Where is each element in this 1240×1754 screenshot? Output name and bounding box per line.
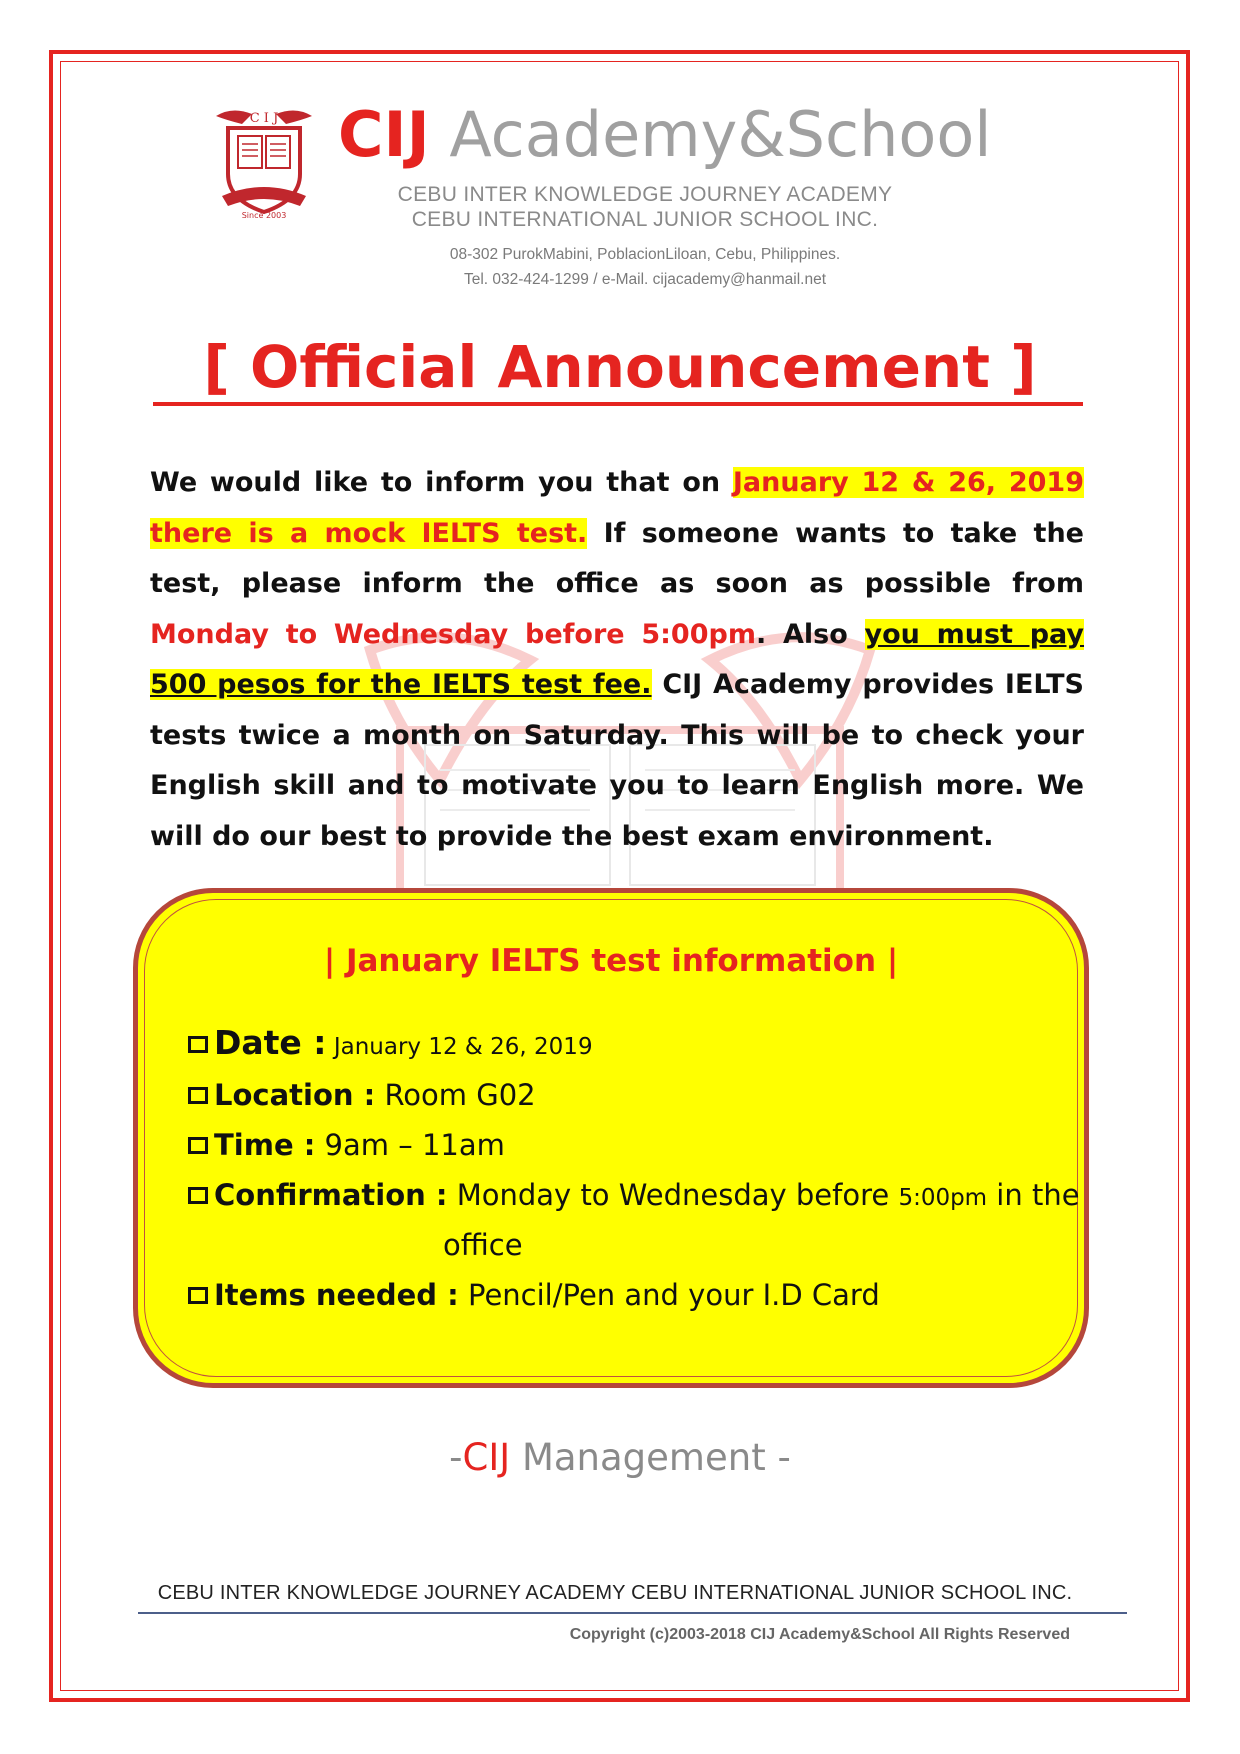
date-value: January 12 & 26, 2019 bbox=[326, 1034, 593, 1060]
date-label: Date : bbox=[214, 1023, 327, 1062]
signature-rest: Management - bbox=[510, 1436, 791, 1479]
confirmation-label: Confirmation : bbox=[214, 1178, 448, 1212]
confirmation-time: 5:00pm bbox=[898, 1185, 988, 1211]
fee-highlight: you must pay 500 pesos for the IELTS test fee. bbox=[150, 618, 1085, 700]
para-text-1: We would like to inform you that on bbox=[150, 467, 733, 498]
signature bbox=[0, 1436, 1240, 1479]
location-label: Location : bbox=[214, 1078, 376, 1112]
square-bullet-icon bbox=[188, 1036, 208, 1053]
signature-prefix: - bbox=[449, 1436, 463, 1479]
subtitle-school: CEBU INTERNATIONAL JUNIOR SCHOOL INC. bbox=[411, 208, 879, 231]
para-text-4: CIJ Academy provides IELTS tests twice a month on Saturday. This will be to check your English skill and to motivate you to learn English more. We will do our best to provide the best exam environment. bbox=[150, 669, 1084, 852]
time-value: 9am – 11am bbox=[315, 1128, 505, 1162]
brand-cij: CIJ bbox=[338, 98, 430, 171]
items-label: Items needed : bbox=[214, 1278, 459, 1312]
confirmation-days: Monday to Wednesday before bbox=[456, 1178, 899, 1212]
confirmation-place: in the bbox=[987, 1178, 1080, 1212]
contact-info: Tel. 032-424-1299 / e-Mail. cijacademy@hanmail.net bbox=[463, 271, 827, 288]
test-date-highlight: January 12 & 26, 2019 there is a mock IELTS test. bbox=[150, 467, 1084, 549]
page-title: [ Official Announcement ] bbox=[203, 333, 1037, 401]
square-bullet-icon bbox=[188, 1287, 208, 1304]
info-title: | January IELTS test information | bbox=[323, 943, 899, 979]
square-bullet-icon bbox=[188, 1137, 208, 1154]
logo-letters: C I J bbox=[249, 111, 279, 126]
title-underline bbox=[153, 402, 1083, 406]
square-bullet-icon bbox=[188, 1187, 208, 1204]
info-row-location bbox=[188, 1078, 536, 1112]
footer-copyright: Copyright (c)2003-2018 CIJ Academy&School All Rights Reserved bbox=[569, 1626, 1070, 1643]
deadline-text: Monday to Wednesday before 5:00pm bbox=[150, 618, 756, 650]
info-row-confirmation bbox=[188, 1178, 1080, 1212]
para-text-3: . Also bbox=[755, 618, 865, 650]
para-text-2: If someone wants to take the test, please inform the office as soon as possible from bbox=[150, 517, 1084, 599]
info-row-date bbox=[188, 1023, 593, 1062]
info-row-time bbox=[188, 1128, 505, 1162]
time-label: Time : bbox=[214, 1128, 316, 1162]
items-value: Pencil/Pen and your I.D Card bbox=[458, 1278, 880, 1312]
signature-cij: CIJ bbox=[462, 1436, 511, 1479]
address: 08-302 PurokMabini, PoblacionLiloan, Cebu, Philippines. bbox=[449, 246, 841, 263]
square-bullet-icon bbox=[188, 1087, 208, 1104]
info-box bbox=[133, 888, 1089, 1388]
footer-school-name: CEBU INTER KNOWLEDGE JOURNEY ACADEMY CEBU INTERNATIONAL JUNIOR SCHOOL INC. bbox=[157, 1582, 1073, 1604]
confirmation-office: office bbox=[443, 1228, 523, 1262]
confirmation-value bbox=[456, 1178, 1080, 1212]
cij-crest-logo bbox=[212, 104, 316, 222]
subtitle-academy: CEBU INTER KNOWLEDGE JOURNEY ACADEMY bbox=[397, 183, 893, 206]
logo-since: Since 2003 bbox=[241, 211, 287, 220]
announcement-paragraph bbox=[150, 458, 1084, 862]
footer-divider bbox=[138, 1612, 1127, 1614]
brand-rest: Academy&School bbox=[429, 98, 992, 171]
brand-name bbox=[338, 100, 992, 170]
location-value: Room G02 bbox=[375, 1078, 536, 1112]
info-row-items bbox=[188, 1278, 880, 1312]
